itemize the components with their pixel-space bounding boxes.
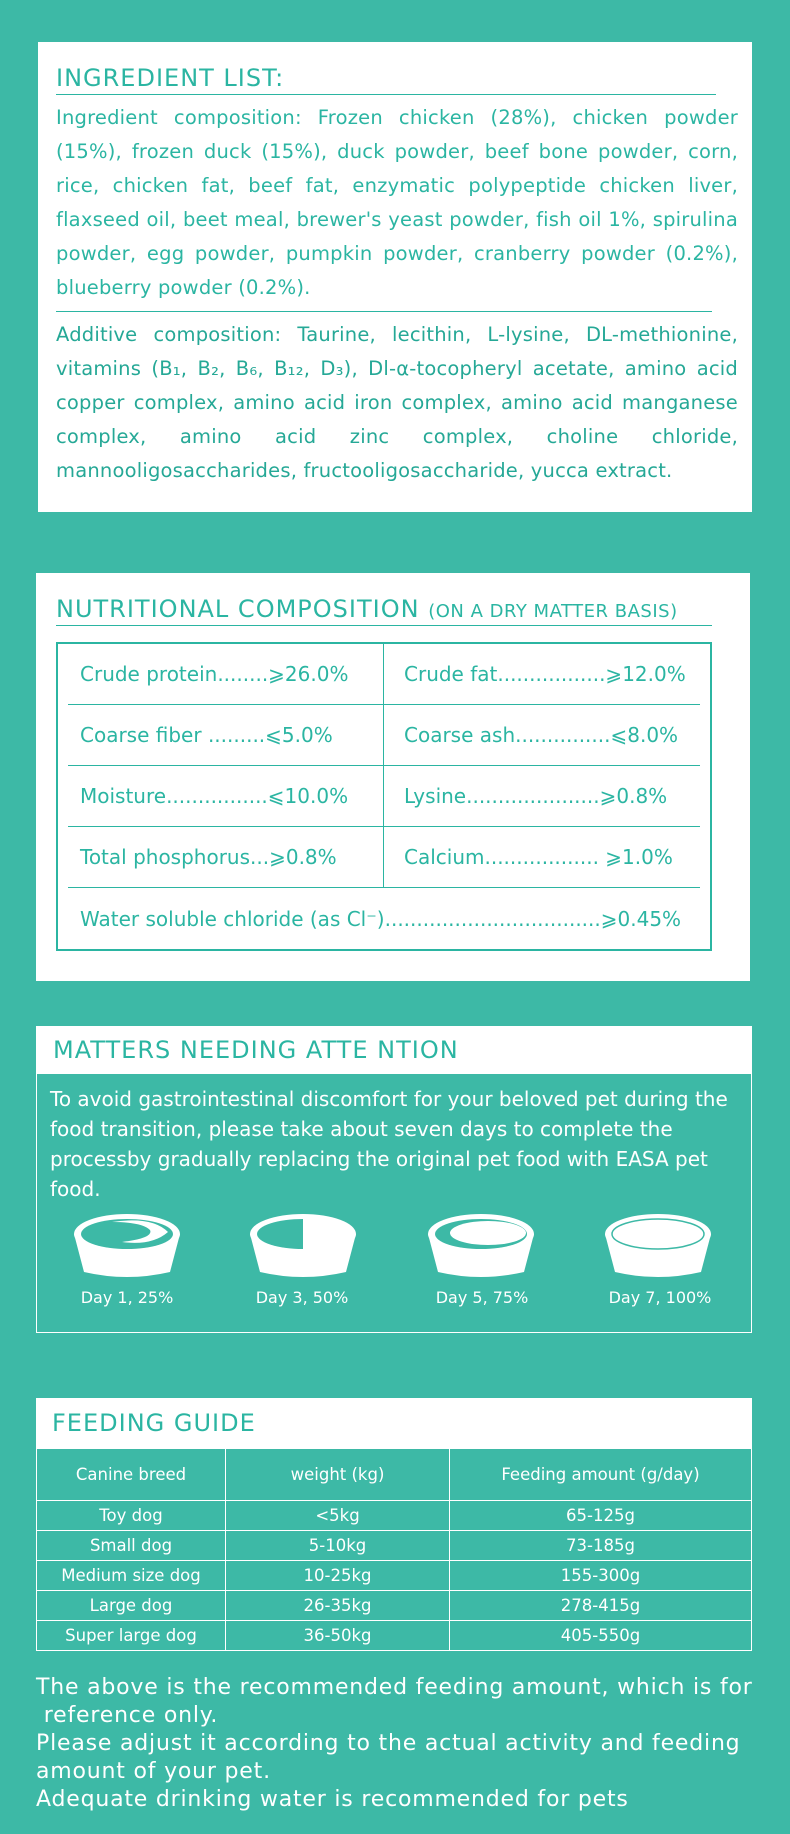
table-header-row [37, 1449, 752, 1501]
table-row [37, 1531, 752, 1561]
feeding-title: FEEDING GUIDE [52, 1409, 256, 1437]
table-cell: 5-10kg [226, 1531, 450, 1561]
attention-header [36, 1026, 752, 1074]
nutrition-title-main: NUTRITIONAL COMPOSITION [56, 595, 420, 623]
table-row [37, 1561, 752, 1591]
nutrition-cell: Coarse ash...............⩽8.0% [404, 723, 679, 747]
table-cell: Small dog [37, 1531, 226, 1561]
footer-note [36, 1674, 776, 1814]
day-label: Day 5, 75% [435, 1288, 529, 1307]
table-cell: 278-415g [450, 1591, 752, 1621]
column-header: weight (kg) [226, 1449, 450, 1501]
table-row [37, 1591, 752, 1621]
table-cell: Toy dog [37, 1501, 226, 1531]
feeding-header [36, 1398, 752, 1448]
nutrition-cell: Calcium.................. ⩾1.0% [404, 845, 673, 869]
table-cell: 65-125g [450, 1501, 752, 1531]
ingredient-composition: Ingredient composition: Frozen chicken (28%), chicken powder (15%), frozen duck (15%), duck powder, beef bone powder, corn, rice, chicken fat, beef fat, enzymatic polypeptide chicken liver, flaxseed oil, beet meal, brewer's yeast powder, fish oil 1%, spirulina powder, egg powder, pumpkin powder, cranberry powder (0.2%), blueberry powder (0.2%). [56, 106, 738, 299]
day-label: Day 1, 25% [80, 1288, 174, 1307]
column-header: Feeding amount (g/day) [450, 1449, 752, 1501]
footer-line: amount of your pet. [36, 1759, 271, 1784]
footer-line: Adequate drinking water is recommended for pets [36, 1787, 629, 1812]
footer-line: The above is the recommended feeding amount, which is for [36, 1675, 753, 1700]
table-cell: 155-300g [450, 1561, 752, 1591]
column-header: Canine breed [37, 1449, 226, 1501]
table-cell: 36-50kg [226, 1621, 450, 1651]
nutrition-title [56, 595, 712, 626]
nutrition-section [36, 573, 750, 981]
nutrition-cell: Moisture................⩽10.0% [68, 766, 384, 826]
nutrition-cell: Total phosphorus...⩾0.8% [68, 827, 384, 887]
additive-composition: Additive composition: Taurine, lecithin, L-lysine, DL-methionine, vitamins (B₁, B₂, B₆, B₁₂, D₃), Dl-α-tocopheryl acetate, amino acid copper complex, amino acid iron complex, amino acid manganese complex, amino acid zinc complex, choline chloride, mannooligosaccharides, fructooligosaccharide, yucca extract. [56, 323, 738, 482]
footer-line: Please adjust it according to the actual activity and feeding [36, 1731, 741, 1756]
table-cell: <5kg [226, 1501, 450, 1531]
day-label: Day 7, 100% [608, 1288, 712, 1307]
nutrition-cell: Crude fat.................⩾12.0% [404, 662, 686, 686]
table-row [37, 1621, 752, 1651]
table-cell: Large dog [37, 1591, 226, 1621]
nutrition-cell: Coarse fiber .........⩽5.0% [68, 705, 384, 765]
nutrition-row [68, 644, 700, 705]
nutrition-table [56, 642, 712, 951]
nutrition-row [68, 705, 700, 766]
bowl-icon [426, 1212, 536, 1278]
ingredient-section [38, 42, 752, 512]
attention-text: To avoid gastrointestinal discomfort for your beloved pet during the food transition, please take about seven days to complete the processby gradually replacing the original pet food with EASA pet food. [50, 1087, 728, 1201]
nutrition-row [68, 888, 700, 949]
footer-line: reference only. [36, 1703, 219, 1728]
nutrition-cell: Crude protein........⩾26.0% [68, 644, 384, 704]
day-label: Day 3, 50% [255, 1288, 349, 1307]
ingredient-title: INGREDIENT LIST: [56, 64, 716, 95]
table-row [37, 1501, 752, 1531]
table-cell: 26-35kg [226, 1591, 450, 1621]
bowl-icon [603, 1212, 713, 1278]
table-cell: Super large dog [37, 1621, 226, 1651]
table-cell: Medium size dog [37, 1561, 226, 1591]
table-cell: 405-550g [450, 1621, 752, 1651]
table-cell: 10-25kg [226, 1561, 450, 1591]
nutrition-cell: Lysine.....................⩾0.8% [404, 784, 668, 808]
nutrition-subtitle: (ON A DRY MATTER BASIS) [428, 601, 678, 622]
bowl-icon [72, 1212, 182, 1278]
nutrition-cell-chloride: Water soluble chloride (as Cl⁻)..................................⩾0.45% [80, 906, 682, 931]
nutrition-row [68, 827, 700, 888]
bowl-icon [248, 1212, 358, 1278]
feeding-table [36, 1448, 752, 1651]
nutrition-row [68, 766, 700, 827]
section-divider [56, 311, 712, 312]
attention-title: MATTERS NEEDING ATTE NTION [53, 1036, 459, 1064]
table-cell: 73-185g [450, 1531, 752, 1561]
